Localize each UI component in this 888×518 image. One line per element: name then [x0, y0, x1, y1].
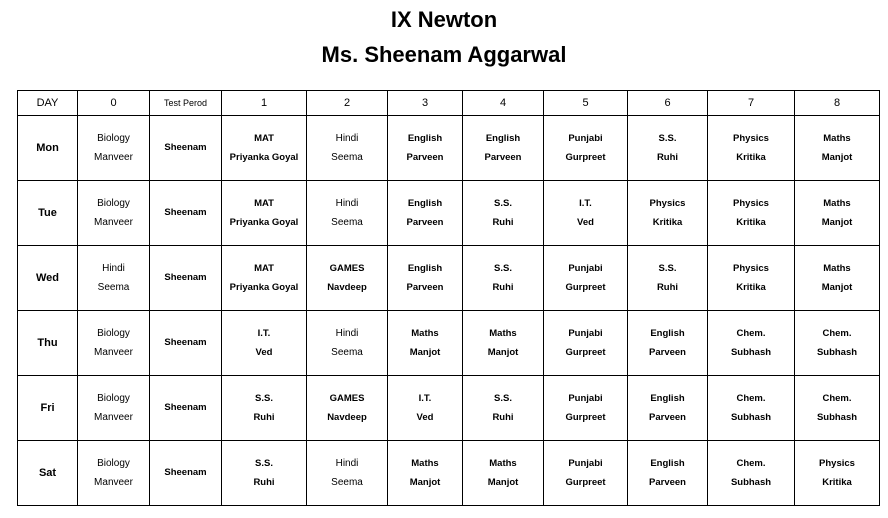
subject-label: Biology: [97, 198, 130, 209]
teacher-label: Manveer: [94, 347, 133, 358]
subject-label: GAMES: [329, 393, 365, 404]
subject-label: Punjabi: [568, 393, 603, 404]
subject-label: Sheenam: [164, 402, 207, 413]
teacher-label: Parveen: [406, 282, 444, 293]
subject-label: Hindi: [102, 263, 125, 274]
subject-label: Punjabi: [568, 263, 603, 274]
subject-label: Hindi: [335, 133, 359, 144]
period-cell: [463, 246, 544, 311]
subject-label: MAT: [254, 133, 274, 144]
subject-label: S.S.: [658, 263, 677, 274]
period-cell: [222, 311, 307, 376]
subject-label: English: [407, 263, 443, 274]
subject-label: Biology: [97, 393, 130, 404]
period-cell: [795, 181, 880, 246]
period-cell: [222, 376, 307, 441]
subject-label: Biology: [97, 328, 130, 339]
timetable: [17, 90, 880, 506]
teacher-label: Navdeep: [327, 282, 367, 293]
subject-label: Chem.: [736, 328, 766, 339]
period-cell: [795, 441, 880, 506]
period-cell: [795, 116, 880, 181]
teacher-label: Gurpreet: [565, 412, 606, 423]
teacher-label: Manveer: [94, 412, 133, 423]
day-label: Wed: [18, 246, 78, 311]
subject-label: Sheenam: [164, 467, 207, 478]
subject-label: Punjabi: [568, 133, 603, 144]
teacher-label: Priyanka Goyal: [229, 217, 299, 228]
subject-label: Physics: [733, 263, 769, 274]
subject-label: Physics: [819, 458, 855, 469]
teacher-label: Subhash: [730, 412, 772, 423]
period-cell: [78, 441, 150, 506]
period-cell: [544, 441, 628, 506]
period-cell: [628, 441, 708, 506]
subject-label: S.S.: [658, 133, 677, 144]
subject-label: Maths: [411, 328, 439, 339]
column-header-day: DAY: [18, 91, 78, 116]
column-header-period-6: 6: [628, 91, 708, 116]
subject-label: Hindi: [335, 458, 359, 469]
teacher-label: Priyanka Goyal: [229, 282, 299, 293]
period-cell: [388, 376, 463, 441]
period-cell: [388, 181, 463, 246]
teacher-label: Gurpreet: [565, 152, 606, 163]
day-label: Sat: [18, 441, 78, 506]
period-cell: [150, 376, 222, 441]
period-cell: [708, 441, 795, 506]
teacher-label: Priyanka Goyal: [229, 152, 299, 163]
period-cell: [628, 246, 708, 311]
column-header-period-4: 4: [463, 91, 544, 116]
period-cell: [78, 376, 150, 441]
subject-label: Punjabi: [568, 458, 603, 469]
teacher-label: Ved: [577, 217, 594, 228]
day-label: Fri: [18, 376, 78, 441]
subject-label: I.T.: [418, 393, 432, 404]
subject-label: S.S.: [494, 198, 512, 209]
teacher-label: Manjot: [409, 477, 441, 488]
subject-label: Sheenam: [164, 207, 207, 218]
period-cell: [544, 181, 628, 246]
teacher-label: Manveer: [94, 477, 133, 488]
period-cell: [463, 441, 544, 506]
teacher-label: Kritika: [736, 152, 766, 163]
column-header-test-period: Test Perod: [150, 91, 222, 116]
period-cell: [628, 181, 708, 246]
teacher-label: Parveen: [649, 347, 686, 358]
period-cell: [388, 441, 463, 506]
period-cell: [463, 116, 544, 181]
teacher-label: Ruhi: [253, 412, 275, 423]
period-cell: [708, 246, 795, 311]
column-header-period-0: 0: [78, 91, 150, 116]
period-cell: [544, 311, 628, 376]
subject-label: Chem.: [822, 328, 852, 339]
period-cell: [222, 441, 307, 506]
teacher-label: Kritika: [736, 217, 766, 228]
subject-label: Chem.: [736, 458, 766, 469]
teacher-label: Kritika: [652, 217, 683, 228]
teacher-label: Manjot: [409, 347, 441, 358]
period-cell: [150, 441, 222, 506]
period-cell: [628, 376, 708, 441]
period-cell: [463, 181, 544, 246]
subject-label: Chem.: [736, 393, 766, 404]
period-cell: [388, 246, 463, 311]
subject-label: Maths: [823, 133, 851, 144]
period-cell: [307, 311, 388, 376]
period-cell: [795, 311, 880, 376]
period-cell: [544, 246, 628, 311]
day-label: Mon: [18, 116, 78, 181]
subject-label: Maths: [823, 263, 851, 274]
subject-label: Biology: [97, 458, 130, 469]
period-cell: [78, 246, 150, 311]
subject-label: Maths: [489, 458, 517, 469]
subject-label: S.S.: [255, 458, 273, 469]
period-cell: [795, 376, 880, 441]
period-cell: [222, 246, 307, 311]
teacher-label: Manjot: [487, 477, 519, 488]
subject-label: S.S.: [494, 263, 512, 274]
subject-label: Maths: [489, 328, 517, 339]
period-cell: [222, 116, 307, 181]
period-cell: [150, 246, 222, 311]
subject-label: Physics: [733, 133, 769, 144]
teacher-label: Gurpreet: [565, 282, 606, 293]
subject-label: MAT: [254, 263, 274, 274]
period-cell: [628, 311, 708, 376]
period-cell: [307, 181, 388, 246]
teacher-label: Parveen: [649, 412, 686, 423]
period-cell: [463, 376, 544, 441]
period-cell: [222, 181, 307, 246]
subject-label: English: [650, 458, 685, 469]
teacher-label: Ruhi: [656, 282, 679, 293]
subject-label: Maths: [823, 198, 851, 209]
class-teacher-name: Ms. Sheenam Aggarwal: [321, 42, 567, 67]
teacher-label: Ruhi: [492, 282, 514, 293]
class-title: IX Newton: [390, 7, 498, 32]
teacher-label: Seema: [331, 347, 363, 358]
subject-label: S.S.: [494, 393, 512, 404]
teacher-label: Ruhi: [492, 412, 514, 423]
day-label: Thu: [18, 311, 78, 376]
teacher-label: Subhash: [816, 347, 858, 358]
subject-label: Chem.: [822, 393, 852, 404]
period-cell: [708, 116, 795, 181]
column-header-period-5: 5: [544, 91, 628, 116]
table-row-wed: [18, 246, 880, 311]
period-cell: [795, 246, 880, 311]
teacher-label: Parveen: [649, 477, 686, 488]
subject-label: Maths: [411, 458, 439, 469]
period-cell: [463, 311, 544, 376]
teacher-label: Ved: [255, 347, 273, 358]
teacher-label: Ruhi: [492, 217, 514, 228]
teacher-label: Manveer: [94, 217, 133, 228]
teacher-label: Parveen: [406, 152, 444, 163]
subject-label: I.T.: [257, 328, 271, 339]
period-cell: [78, 181, 150, 246]
teacher-label: Ruhi: [656, 152, 679, 163]
teacher-label: Subhash: [730, 477, 772, 488]
subject-label: Biology: [97, 133, 130, 144]
teacher-label: Manjot: [821, 282, 853, 293]
header-row: [18, 91, 880, 116]
subject-label: GAMES: [329, 263, 365, 274]
period-cell: [388, 311, 463, 376]
column-header-period-2: 2: [307, 91, 388, 116]
subject-label: Physics: [733, 198, 769, 209]
subject-label: I.T.: [579, 198, 592, 209]
table-row-fri: [18, 376, 880, 441]
subject-label: Sheenam: [164, 142, 207, 153]
teacher-label: Manjot: [487, 347, 519, 358]
table-row-sat: [18, 441, 880, 506]
teacher-label: Seema: [97, 282, 130, 293]
subject-label: English: [407, 198, 443, 209]
teacher-label: Seema: [331, 152, 363, 163]
subject-label: Hindi: [335, 198, 359, 209]
teacher-label: Manjot: [821, 152, 853, 163]
period-cell: [150, 116, 222, 181]
teacher-label: Subhash: [730, 347, 772, 358]
period-cell: [307, 246, 388, 311]
subject-label: English: [650, 328, 685, 339]
teacher-label: Parveen: [406, 217, 444, 228]
period-cell: [150, 311, 222, 376]
teacher-label: Manjot: [821, 217, 853, 228]
teacher-label: Ruhi: [253, 477, 275, 488]
period-cell: [544, 376, 628, 441]
period-cell: [708, 181, 795, 246]
teacher-label: Gurpreet: [565, 477, 606, 488]
subject-label: Punjabi: [568, 328, 603, 339]
period-cell: [78, 116, 150, 181]
period-cell: [307, 441, 388, 506]
teacher-label: Seema: [331, 217, 363, 228]
subject-label: Sheenam: [164, 337, 207, 348]
period-cell: [307, 376, 388, 441]
period-cell: [150, 181, 222, 246]
teacher-label: Seema: [331, 477, 363, 488]
subject-label: English: [650, 393, 685, 404]
teacher-label: Subhash: [816, 412, 858, 423]
table-row-tue: [18, 181, 880, 246]
column-header-period-7: 7: [708, 91, 795, 116]
subject-label: MAT: [254, 198, 274, 209]
subject-label: English: [407, 133, 443, 144]
subject-label: Sheenam: [164, 272, 207, 283]
period-cell: [388, 116, 463, 181]
teacher-label: Kritika: [822, 477, 852, 488]
period-cell: [544, 116, 628, 181]
column-header-period-8: 8: [795, 91, 880, 116]
period-cell: [708, 311, 795, 376]
subject-label: S.S.: [255, 393, 273, 404]
subject-label: Hindi: [335, 328, 359, 339]
period-cell: [78, 311, 150, 376]
subject-label: Physics: [649, 198, 686, 209]
teacher-label: Gurpreet: [565, 347, 606, 358]
period-cell: [307, 116, 388, 181]
teacher-label: Ved: [416, 412, 434, 423]
table-row-mon: [18, 116, 880, 181]
table-row-thu: [18, 311, 880, 376]
teacher-label: Manveer: [94, 152, 133, 163]
subject-label: English: [485, 133, 521, 144]
teacher-label: Parveen: [484, 152, 522, 163]
period-cell: [708, 376, 795, 441]
teacher-label: Navdeep: [327, 412, 367, 423]
day-label: Tue: [18, 181, 78, 246]
period-cell: [628, 116, 708, 181]
teacher-label: Kritika: [736, 282, 766, 293]
column-header-period-3: 3: [388, 91, 463, 116]
column-header-period-1: 1: [222, 91, 307, 116]
